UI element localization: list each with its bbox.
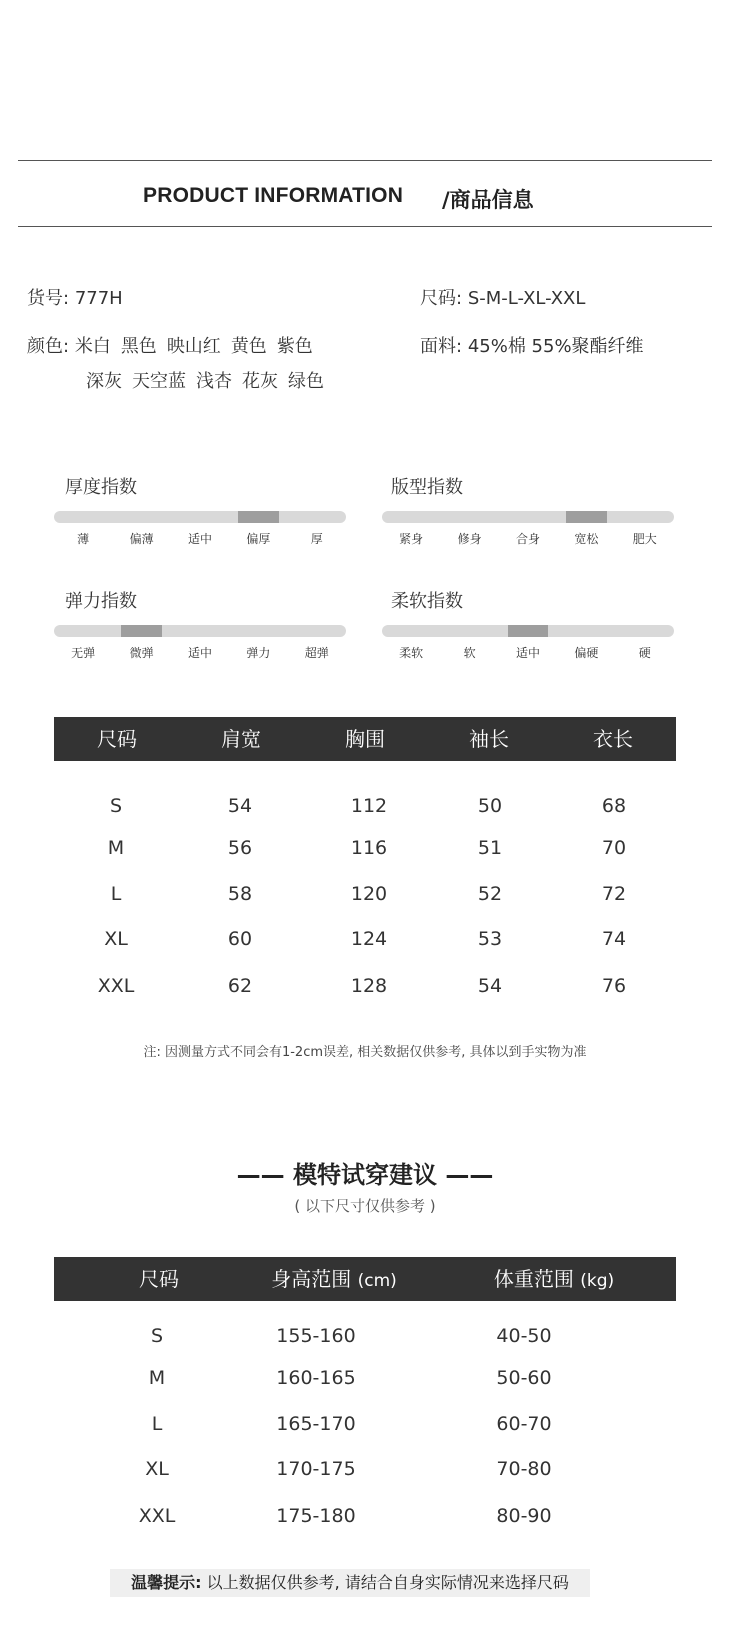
fit-index-bar	[382, 511, 674, 523]
index-tick-label: 微弹	[129, 646, 154, 660]
thickness-index-bar	[54, 511, 346, 523]
fit-table-header-cell	[99, 1257, 219, 1301]
fabric-label: 面料:	[420, 336, 463, 357]
index-tick-label: 软	[463, 646, 476, 660]
fit-table-cell: 165-170	[276, 1413, 356, 1435]
size-table-cell: 120	[350, 883, 388, 905]
fit-table-header-cell	[234, 1257, 434, 1301]
fit-index-title: 版型指数	[391, 477, 463, 498]
color-item: 米白	[74, 336, 111, 357]
index-selected-segment	[508, 625, 549, 637]
model-section-title: —— 模特试穿建议 ——	[236, 1161, 494, 1189]
fit-table-cell: 70-80	[496, 1458, 552, 1480]
fit-header-text: 身高范围	[271, 1267, 352, 1291]
color-item: 天空蓝	[132, 371, 186, 392]
size-table-header	[54, 717, 676, 761]
color-item: 黑色	[120, 336, 157, 357]
size-table-cell: 58	[227, 883, 253, 905]
size-table-cell: 50	[477, 795, 503, 817]
index-tick-label: 合身	[515, 532, 540, 546]
softness-index-title: 柔软指数	[391, 591, 463, 612]
size-table-cell: 70	[601, 837, 627, 859]
size-table-cell: 54	[477, 975, 503, 997]
fit-table-cell: 40-50	[496, 1325, 552, 1347]
fit-table-cell: M	[148, 1367, 166, 1389]
size-table-cell: S	[109, 795, 123, 817]
index-selected-segment	[238, 511, 279, 523]
fit-table-cell: 175-180	[276, 1505, 356, 1527]
index-tick-label: 弹力	[246, 646, 271, 660]
size-table-cell: 60	[227, 928, 253, 950]
size-table-cell: 72	[601, 883, 627, 905]
index-tick-label: 超弹	[304, 646, 329, 660]
index-tick-label: 偏厚	[246, 532, 271, 546]
index-tick-label: 柔软	[399, 646, 424, 660]
index-tick-label: 适中	[187, 532, 212, 546]
index-tick-label: 偏薄	[129, 532, 154, 546]
color-item: 紫色	[276, 336, 313, 357]
color-info-line2	[86, 367, 334, 393]
size-table-cell: 52	[477, 883, 503, 905]
elasticity-index-bar	[54, 625, 346, 637]
fit-table-cell: 160-165	[276, 1367, 356, 1389]
tip-label: 温馨提示:	[131, 1573, 202, 1592]
sku-label: 货号:	[27, 288, 70, 309]
size-table-cell: XXL	[97, 975, 135, 997]
bottom-divider	[18, 226, 712, 227]
size-table-cell: L	[110, 883, 122, 905]
fit-table-cell: XL	[145, 1458, 169, 1480]
index-tick-label: 宽松	[574, 532, 599, 546]
size-table-cell: 56	[227, 837, 253, 859]
color-item: 绿色	[288, 371, 324, 392]
fit-table-cell: S	[150, 1325, 164, 1347]
fit-header-text: 尺码	[139, 1267, 179, 1291]
thickness-index-title: 厚度指数	[65, 477, 137, 498]
index-selected-segment	[121, 625, 162, 637]
size-table-header-cell: 肩宽	[221, 727, 261, 751]
sku-value: 777H	[74, 288, 123, 309]
size-value: S-M-L-XL-XXL	[467, 288, 586, 309]
fit-table-cell: 50-60	[496, 1367, 552, 1389]
size-table-header-cell: 袖长	[469, 727, 509, 751]
size-table-cell: 51	[477, 837, 503, 859]
index-tick-label: 适中	[187, 646, 212, 660]
color-item: 花灰	[242, 371, 278, 392]
index-tick-label: 薄	[77, 532, 90, 546]
color-info	[27, 332, 323, 358]
color-item: 浅杏	[196, 371, 232, 392]
size-table-cell: 116	[350, 837, 388, 859]
tip-banner	[110, 1569, 590, 1597]
size-table-header-cell: 胸围	[345, 727, 385, 751]
fit-header-unit: (kg)	[580, 1271, 615, 1291]
softness-index-bar	[382, 625, 674, 637]
index-tick-label: 硬	[638, 646, 651, 660]
size-table-cell: 128	[350, 975, 388, 997]
color-label: 颜色:	[27, 336, 70, 357]
size-table-header-cell: 尺码	[97, 727, 137, 751]
fabric-value: 45%棉 55%聚酯纤维	[467, 336, 644, 357]
color-item: 黄色	[230, 336, 267, 357]
fit-table-header	[54, 1257, 676, 1301]
fit-table-cell: 170-175	[276, 1458, 356, 1480]
size-table-cell: 112	[350, 795, 388, 817]
color-item: 映山红	[166, 336, 221, 357]
sku-info	[27, 284, 123, 310]
page-title-en: PRODUCT INFORMATION	[143, 184, 404, 207]
size-table-cell: 124	[350, 928, 388, 950]
fit-header-unit: (cm)	[357, 1271, 397, 1291]
fabric-info	[420, 332, 644, 358]
index-tick-label: 修身	[457, 532, 482, 546]
size-table-cell: 74	[601, 928, 627, 950]
fit-header-text: 体重范围	[493, 1267, 574, 1291]
top-divider	[18, 160, 712, 161]
size-table-cell: M	[107, 837, 125, 859]
size-table-cell: 53	[477, 928, 503, 950]
color-item: 深灰	[86, 371, 122, 392]
size-table-cell: 76	[601, 975, 627, 997]
index-selected-segment	[566, 511, 607, 523]
fit-table-cell: L	[151, 1413, 163, 1435]
elasticity-index-title: 弹力指数	[65, 591, 137, 612]
model-section-subtitle: ( 以下尺寸仅供参考 )	[294, 1197, 436, 1215]
size-table-cell: 62	[227, 975, 253, 997]
size-table-cell: 54	[227, 795, 253, 817]
page-title-cn: /商品信息	[442, 188, 534, 212]
size-label: 尺码:	[420, 288, 463, 309]
fit-table-cell: 60-70	[496, 1413, 552, 1435]
fit-table-cell: 80-90	[496, 1505, 552, 1527]
index-tick-label: 紧身	[399, 532, 424, 546]
size-table-header-cell: 衣长	[593, 727, 633, 751]
size-table-cell: 68	[601, 795, 627, 817]
index-tick-label: 适中	[515, 646, 540, 660]
fit-table-cell: 155-160	[276, 1325, 356, 1347]
index-tick-label: 偏硬	[574, 646, 599, 660]
fit-table-header-cell	[454, 1257, 654, 1301]
size-info	[420, 284, 585, 310]
size-table-cell: XL	[104, 928, 128, 950]
fit-table-cell: XXL	[138, 1505, 176, 1527]
measurement-note: 注: 因测量方式不同会有1-2cm误差, 相关数据仅供参考, 具体以到手实物为准	[143, 1045, 587, 1060]
index-tick-label: 肥大	[632, 532, 657, 546]
index-tick-label: 厚	[310, 532, 323, 546]
tip-text: 以上数据仅供参考, 请结合自身实际情况来选择尺码	[206, 1573, 569, 1592]
index-tick-label: 无弹	[71, 646, 96, 660]
